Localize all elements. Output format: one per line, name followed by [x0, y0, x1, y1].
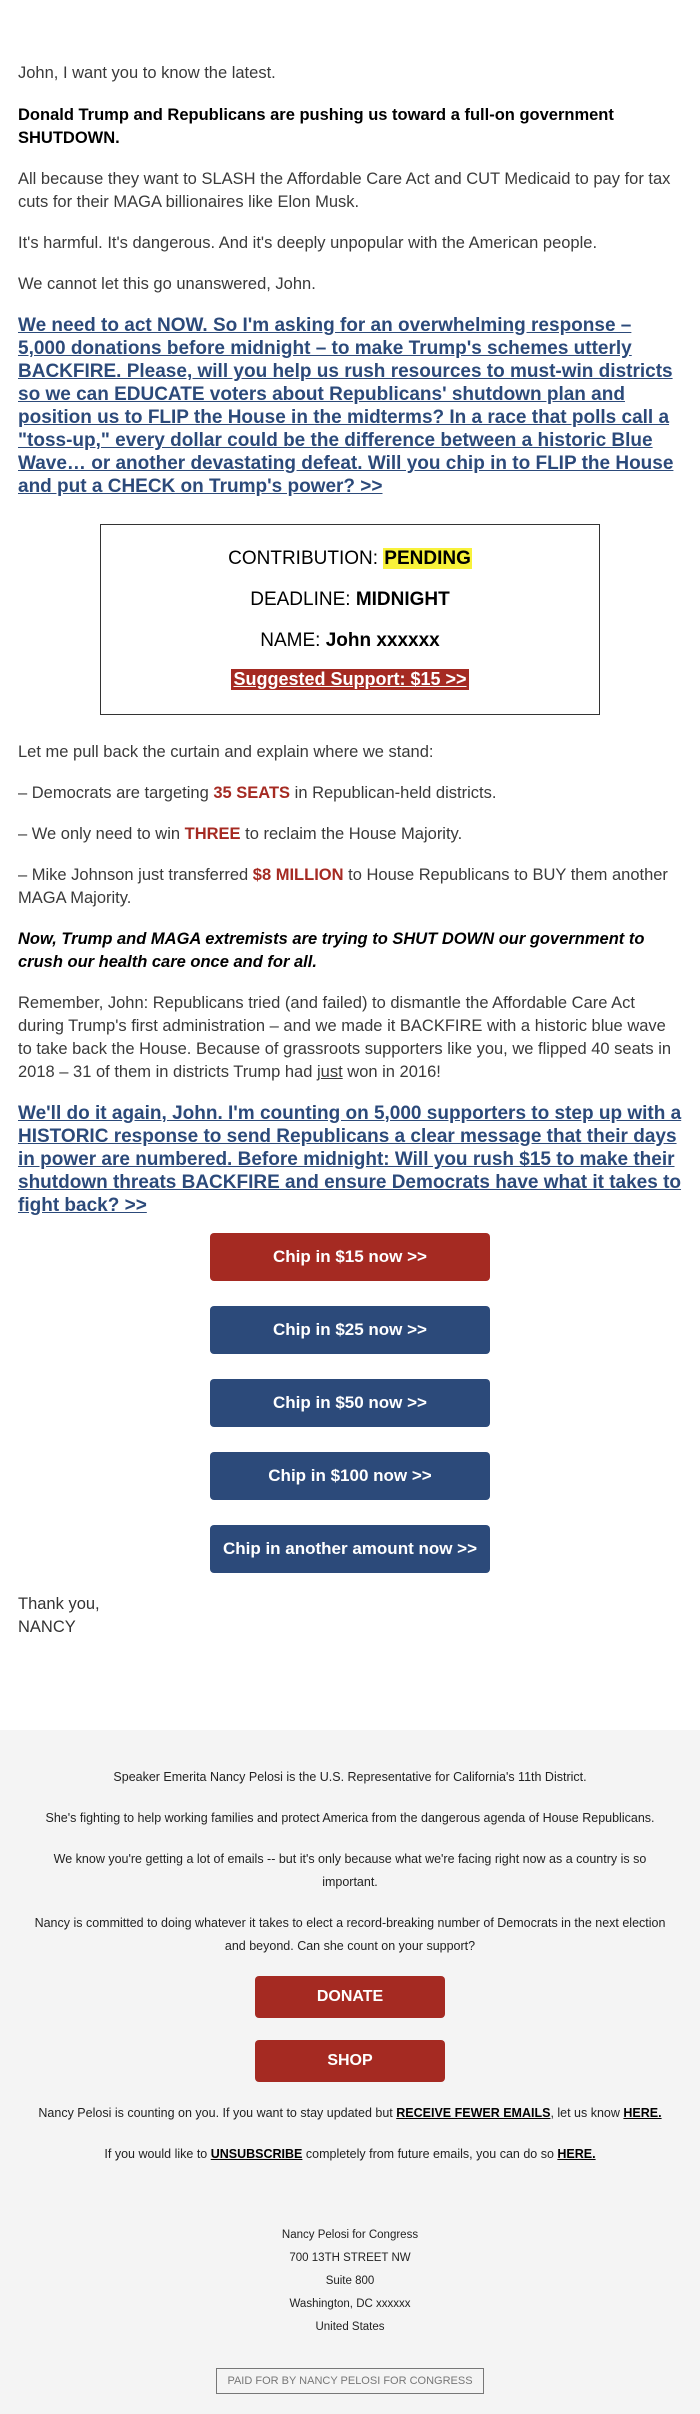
status-badge: PENDING — [384, 548, 471, 569]
italic-statement: Now, Trump and MAGA extremists are trying to SHUT DOWN our government to crush our health care once and for all. — [18, 930, 645, 971]
signoff: Thank you, — [18, 1595, 100, 1613]
chip-in-15-button[interactable]: Chip in $15 now >> — [210, 1233, 490, 1281]
headline: Donald Trump and Republicans are pushing us toward a full-on government SHUTDOWN. — [18, 106, 614, 147]
paragraph: It's harmful. It's dangerous. And it's deeply unpopular with the American people. — [18, 234, 598, 252]
name-line: NAME: John xxxxxx — [260, 630, 440, 651]
chip-in-100-button[interactable]: Chip in $100 now >> — [210, 1452, 490, 1500]
donate-button[interactable]: DONATE — [255, 1976, 445, 2018]
receive-fewer-emails-link[interactable]: RECEIVE FEWER EMAILS — [396, 2106, 551, 2120]
paid-for-disclaimer: PAID FOR BY NANCY PELOSI FOR CONGRESS — [216, 2368, 483, 2394]
footer — [0, 1730, 700, 2414]
footer-text: Nancy is committed to doing whatever it takes to elect a record-breaking number of Democrats in the next election and beyond. Can she count on your support? — [34, 1916, 666, 1953]
paragraph: All because they want to SLASH the Affordable Care Act and CUT Medicaid to pay for tax cuts for their MAGA billionaires like Elon Musk. — [18, 170, 671, 211]
suggested-support-link[interactable]: Suggested Support: $15 >> — [233, 669, 467, 689]
unsubscribe-link[interactable]: UNSUBSCRIBE — [210, 2147, 303, 2161]
footer-text: Speaker Emerita Nancy Pelosi is the U.S. Representative for California's 11th District. — [113, 1770, 587, 1784]
fewer-emails-text: Nancy Pelosi is counting on you. If you want to stay updated but RECEIVE FEWER EMAILS, let us know HERE. — [38, 2106, 662, 2120]
paragraph: Remember, John: Republicans tried (and failed) to dismantle the Affordable Care Act during Trump's first administration – and we made it BACKFIRE with a historic blue wave to take back the House. Because of grassroots supporters like you, we flipped 40 seats in 2018 – 31 of them in districts Trump had just won in 2016! — [18, 994, 672, 1081]
shop-button[interactable]: SHOP — [255, 2040, 445, 2082]
chip-in-25-button[interactable]: Chip in $25 now >> — [210, 1306, 490, 1354]
paragraph: We cannot let this go unanswered, John. — [18, 275, 316, 293]
chip-in-other-button[interactable]: Chip in another amount now >> — [210, 1525, 490, 1573]
footer-text: We know you're getting a lot of emails -- but it's only because what we're facing right now as a country is so important. — [53, 1852, 647, 1889]
contribution-line: CONTRIBUTION: PENDING — [228, 548, 471, 569]
contribution-box — [100, 524, 600, 715]
donate-ask-link-2[interactable]: We'll do it again, John. I'm counting on 5,000 supporters to step up with a HISTORIC response to send Republicans a clear message that their days in power are numbered. Before midnight: Will you rush $15 to make their shutdown threats BACKFIRE and ensure Democrats have what it takes to fight back? >> — [18, 1103, 682, 1216]
bullet: – Mike Johnson just transferred $8 MILLION to House Republicans to BUY them another MAGA Majority. — [18, 866, 668, 907]
deadline-line: DEADLINE: MIDNIGHT — [250, 589, 450, 610]
greeting: John, I want you to know the latest. — [18, 64, 276, 82]
unsubscribe-here-link[interactable]: HERE. — [557, 2147, 596, 2161]
paragraph: Let me pull back the curtain and explain where we stand: — [18, 743, 434, 761]
bullet: – We only need to win THREE to reclaim the House Majority. — [18, 825, 463, 843]
chip-in-50-button[interactable]: Chip in $50 now >> — [210, 1379, 490, 1427]
fewer-emails-here-link[interactable]: HERE. — [623, 2106, 662, 2120]
footer-text: She's fighting to help working families and protect America from the dangerous agenda of House Republicans. — [45, 1811, 655, 1825]
donate-ask-link[interactable]: We need to act NOW. So I'm asking for an overwhelming response – 5,000 donations before midnight – to make Trump's schemes utterly BACKFIRE. Please, will you help us rush resources to must-win districts so we can EDUCATE voters about Republicans' shutdown plan and position us to FLIP the House in the midterms? In a race that polls call a "toss-up," every dollar could be the difference between a historic Blue Wave… or another devastating defeat. Will you chip in to FLIP the House and put a CHECK on Trump's power? >> — [18, 315, 674, 497]
bullet: – Democrats are targeting 35 SEATS in Republican-held districts. — [18, 784, 497, 802]
mailing-address: Nancy Pelosi for Congress 700 13TH STREET NW Suite 800 Washington, DC xxxxxx United States — [281, 2229, 419, 2333]
signature: NANCY — [18, 1618, 76, 1636]
unsubscribe-text: If you would like to UNSUBSCRIBE completely from future emails, you can do so HERE. — [104, 2147, 596, 2161]
